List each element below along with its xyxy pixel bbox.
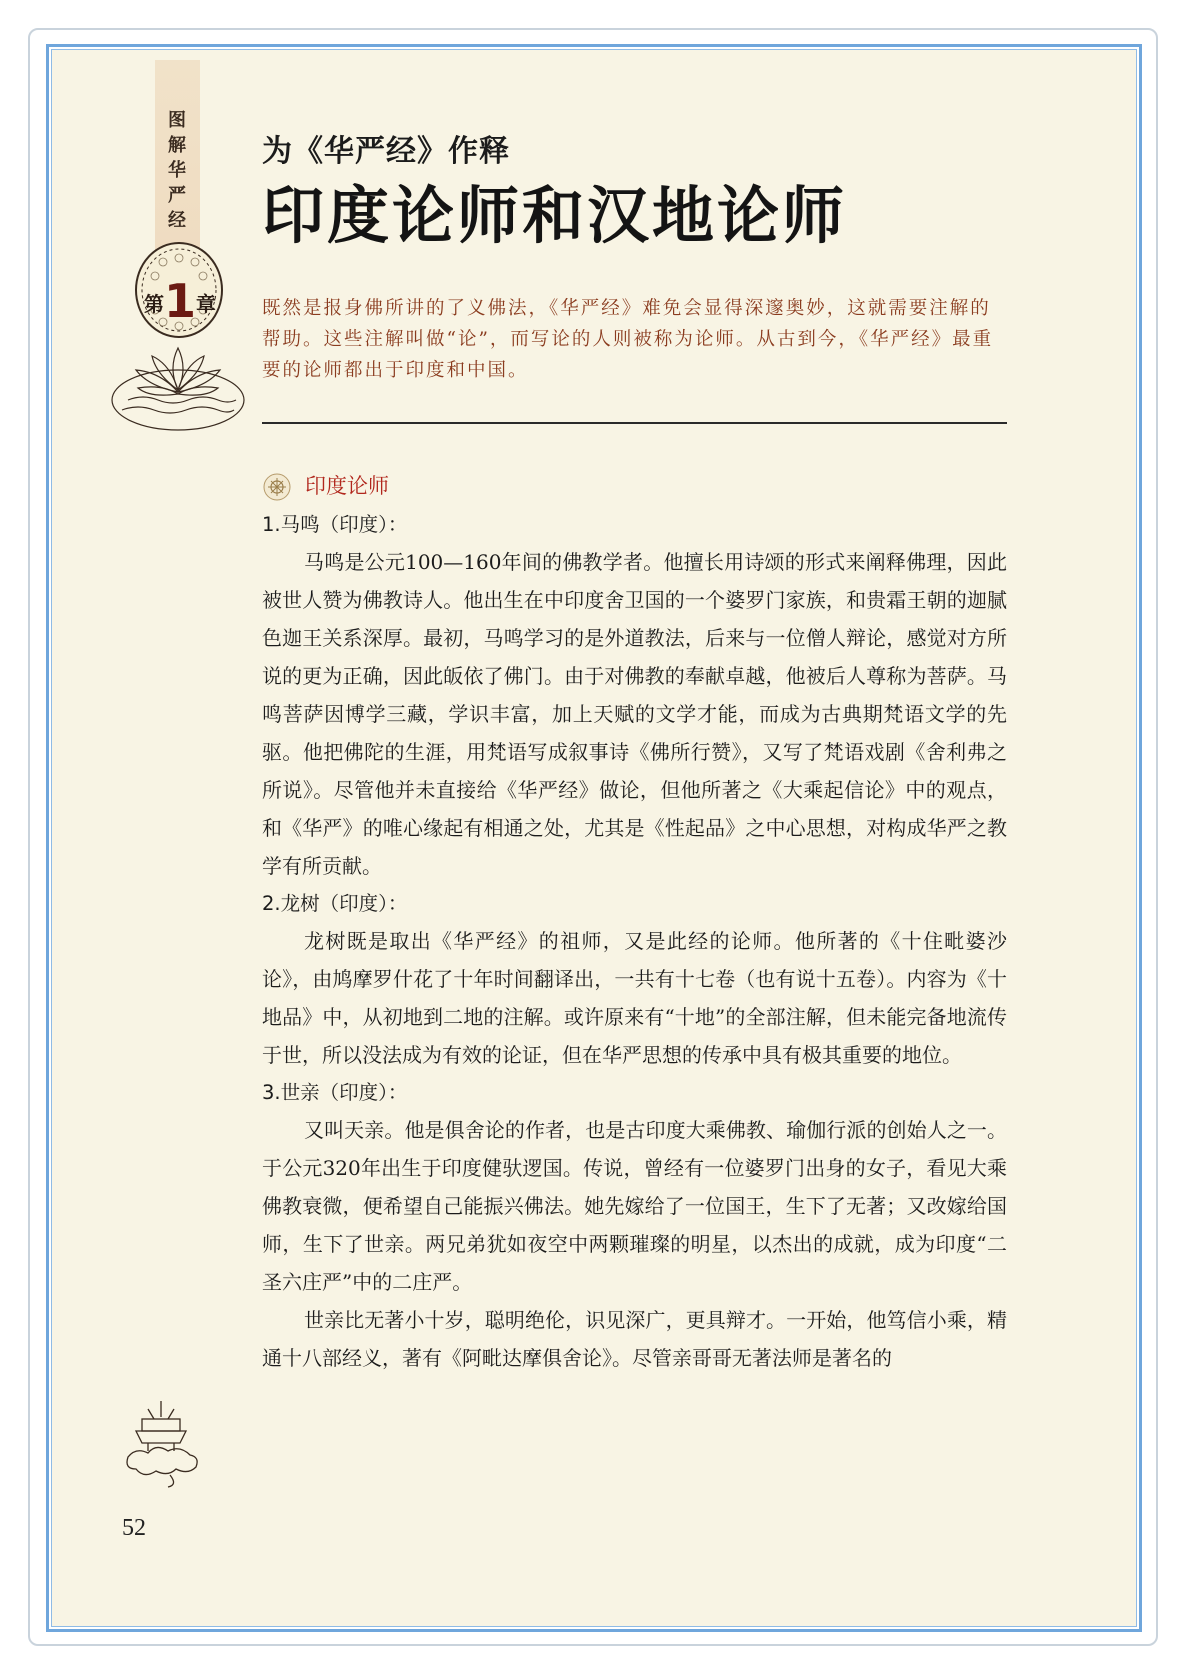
item-title: 1.马鸣（印度）： [262,513,408,536]
book-title-char: 严 [168,185,186,206]
temple-cloud-ornament-icon [118,1395,204,1491]
book-title-char: 经 [168,210,186,231]
section-heading: 印度论师 [305,474,389,498]
dharma-wheel-icon [262,472,292,502]
lotus-icon [108,338,248,438]
chapter-label [137,274,223,328]
book-title-char: 图 [168,110,186,131]
item-title: 3.世亲（印度）： [262,1081,408,1104]
book-title-char: 华 [168,160,186,181]
page-title: 印度论师和汉地论师 [262,179,848,252]
header-divider [262,422,1007,424]
body-paragraph: 马鸣是公元100—160年间的佛教学者。他擅长用诗颂的形式来阐释佛理，因此被世人赞为佛教诗人。他出生在中印度舍卫国的一个婆罗门家族，和贵霜王朝的迦腻色迦王关系深厚。最初，马鸣学习的是外道教法，后来与一位僧人辩论，感觉对方所说的更为正确，因此皈依了佛门。由于对佛教的奉献卓越，他被后人尊称为菩萨。马鸣菩萨因博学三藏，学识丰富，加上天赋的文学才能，而成为古典期梵语文学的先驱。他把佛陀的生涯，用梵语写成叙事诗《佛所行赞》，又写了梵语戏剧《舍利弗之所说》。尽管他并未直接给《华严经》做论，但他所著之《大乘起信论》中的观点，和《华严》的唯心缘起有相通之处，尤其是《性起品》之中心思想，对构成华严之教学有所贡献。 [262,550,1007,878]
article-body [262,506,1007,1377]
body-paragraph: 龙树既是取出《华严经》的祖师，又是此经的论师。他所著的《十住毗婆沙论》，由鸠摩罗什花了十年时间翻译出，一共有十七卷（也有说十五卷）。内容为《十地品》中，从初地到二地的注解。或许原来有“十地”的全部注解，但未能完备地流传于世，所以没法成为有效的论证，但在华严思想的传承中具有极其重要的地位。 [262,929,1007,1067]
chapter-number: 1 [163,274,196,328]
page-subtitle: 为《华严经》作释 [262,134,510,169]
book-title-vertical [162,108,192,233]
body-paragraph: 又叫天亲。他是俱舍论的作者，也是古印度大乘佛教、瑜伽行派的创始人之一。于公元320年出生于印度健驮逻国。传说，曾经有一位婆罗门出身的女子，看见大乘佛教衰微，便希望自己能振兴佛法。她先嫁给了一位国王，生下了无著；又改嫁给国师，生下了世亲。两兄弟犹如夜空中两颗璀璨的明星，以杰出的成就，成为印度“二圣六庄严”中的二庄严。 [262,1118,1007,1294]
chapter-suffix: 章 [196,292,216,316]
item-title: 2.龙树（印度）： [262,892,408,915]
page-number: 52 [122,1515,146,1541]
book-title-char: 解 [168,135,186,156]
chapter-prefix: 第 [143,292,164,316]
intro-paragraph: 既然是报身佛所讲的了义佛法，《华严经》难免会显得深邃奥妙，这就需要注解的帮助。这些注解叫做“论”，而写论的人则被称为论师。从古到今，《华严经》最重要的论师都出于印度和中国。 [262,298,994,381]
body-paragraph: 世亲比无著小十岁，聪明绝伦，识见深广，更具辩才。一开始，他笃信小乘，精通十八部经义，著有《阿毗达摩俱舍论》。尽管亲哥哥无著法师是著名的 [262,1308,1007,1370]
